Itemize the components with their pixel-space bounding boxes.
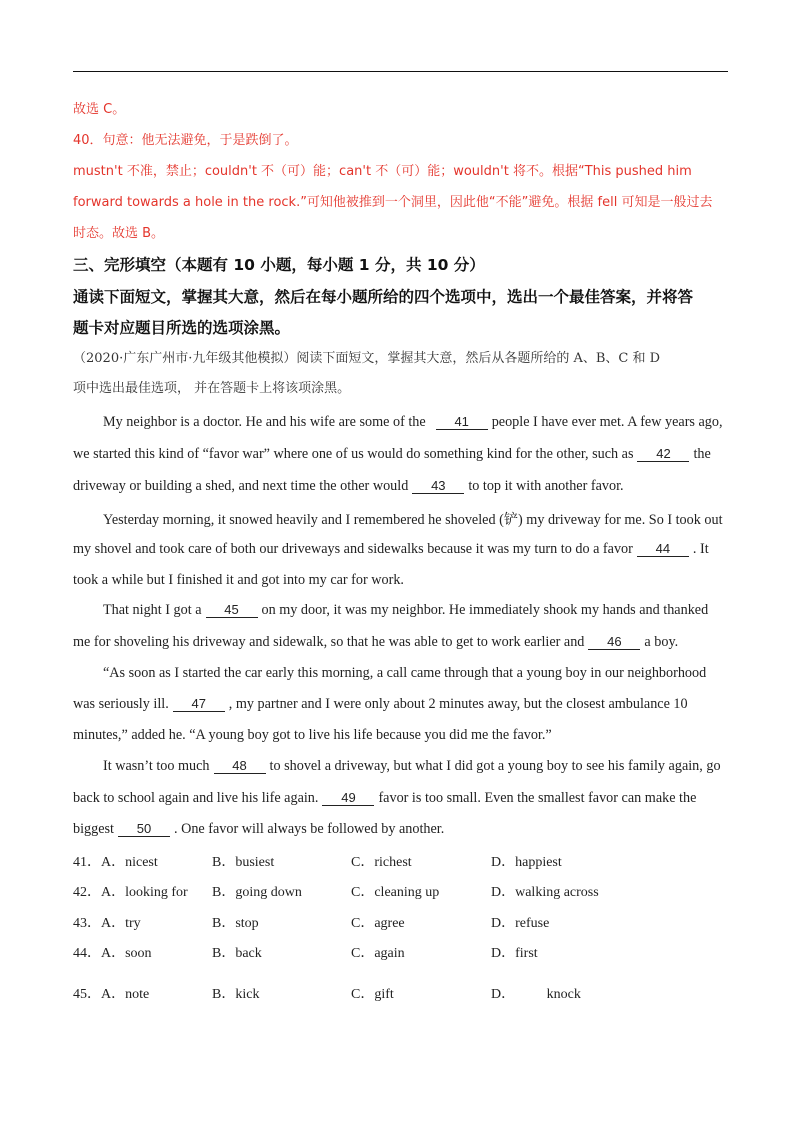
- option-a: A．try: [101, 916, 141, 931]
- option-b: B．going down: [212, 885, 302, 900]
- passage-line: biggest 50 . One favor will always be followed by another.: [73, 821, 445, 837]
- explanation-line-1: 故选 C。: [73, 102, 126, 117]
- blank-43: 43: [412, 479, 464, 494]
- passage-line: “As soon as I started the car early this morning, a call came through that a young boy in our neighborhood: [103, 665, 707, 681]
- option-a: A．soon: [101, 946, 152, 961]
- passage-line: driveway or building a shed, and next time the other would 43 to top it with another favor.: [73, 478, 624, 494]
- option-b: B．back: [212, 946, 262, 961]
- section-instruction-2: 题卡对应题目所选的选项涂黑。: [73, 319, 291, 337]
- explanation-line-4: forward towards a hole in the rock.”可知他被推到一个洞里，因此他“不能”避免。根据 fell 可知是一般过去: [73, 195, 713, 210]
- option-c: C．cleaning up: [351, 885, 440, 900]
- section-instruction-1: 通读下面短文，掌握其大意，然后在每小题所给的四个选项中，选出一个最佳答案，并将答: [73, 288, 694, 306]
- passage-line: we started this kind of “favor war” where one of us would do something kind for the other, such as 42 the: [73, 446, 711, 462]
- source-line-1: （2020·广东广州市·九年级其他模拟）阅读下面短文，掌握其大意，然后从各题所给的 A、B、C 和 D: [73, 351, 661, 366]
- option-d: D．happiest: [491, 855, 562, 870]
- option-c: C．agree: [351, 916, 405, 931]
- option-b: B．stop: [212, 916, 259, 931]
- explanation-line-2: 40．句意：他无法避免，于是跌倒了。: [73, 133, 298, 148]
- blank-42: 42: [637, 447, 689, 462]
- option-b: B．kick: [212, 987, 260, 1002]
- option-a: A．nicest: [101, 855, 158, 870]
- question-number: 42．: [73, 885, 101, 900]
- passage-line: me for shoveling his driveway and sidewalk, so that he was able to get to work earlier and 46 a boy.: [73, 634, 679, 650]
- section-heading: 三、完形填空（本题有 10 小题，每小题 1 分，共 10 分）: [73, 256, 485, 274]
- header-rule: [73, 71, 728, 72]
- source-line-2: 项中选出最佳选项， 并在答题卡上将该项涂黑。: [73, 381, 351, 396]
- option-d: D．first: [491, 946, 538, 961]
- question-number: 44．: [73, 946, 101, 961]
- passage-line: That night I got a 45 on my door, it was my neighbor. He immediately shook my hands and thanked: [103, 602, 709, 618]
- question-number: 41．: [73, 855, 101, 870]
- option-c: C．richest: [351, 855, 412, 870]
- passage-line: Yesterday morning, it snowed heavily and I remembered he shoveled (铲) my driveway for me. So I took out: [103, 512, 723, 528]
- passage-line: minutes,” added he. “A young boy got to live his life because you did me the favor.”: [73, 727, 552, 743]
- option-d: D．walking across: [491, 885, 599, 900]
- blank-49: 49: [322, 791, 374, 806]
- explanation-line-3: mustn't 不准，禁止；couldn't 不（可）能；can't 不（可）能；wouldn't 将不。根据“This pushed him: [73, 164, 692, 179]
- passage-line: my shovel and took care of both our driveways and sidewalks because it was my turn to do a favor 44 . It: [73, 541, 709, 557]
- blank-44: 44: [637, 542, 689, 557]
- explanation-line-5: 时态。故选 B。: [73, 226, 165, 241]
- option-a: A．note: [101, 987, 150, 1002]
- passage-line: back to school again and live his life again. 49 favor is too small. Even the smallest favor can make the: [73, 790, 697, 806]
- option-c: C．gift: [351, 987, 394, 1002]
- option-d: D．refuse: [491, 916, 550, 931]
- blank-41: 41: [436, 415, 488, 430]
- passage-line: It wasn’t too much 48 to shovel a driveway, but what I did got a young boy to see his family again, go: [103, 758, 721, 774]
- option-a: A．looking for: [101, 885, 188, 900]
- option-c: C．again: [351, 946, 405, 961]
- passage-line: My neighbor is a doctor. He and his wife are some of the 41 people I have ever met. A few years ago,: [103, 414, 723, 430]
- option-b: B．busiest: [212, 855, 275, 870]
- question-number: 43．: [73, 916, 101, 931]
- passage-line: took a while but I finished it and got into my car for work.: [73, 572, 404, 588]
- blank-48: 48: [214, 759, 266, 774]
- blank-45: 45: [206, 603, 258, 618]
- passage-line: was seriously ill. 47 , my partner and I were only about 2 minutes away, but the closest ambulance 10: [73, 696, 688, 712]
- blank-50: 50: [118, 822, 170, 837]
- option-d: D． knock: [491, 987, 581, 1002]
- blank-47: 47: [173, 697, 225, 712]
- question-number: 45．: [73, 987, 101, 1002]
- blank-46: 46: [588, 635, 640, 650]
